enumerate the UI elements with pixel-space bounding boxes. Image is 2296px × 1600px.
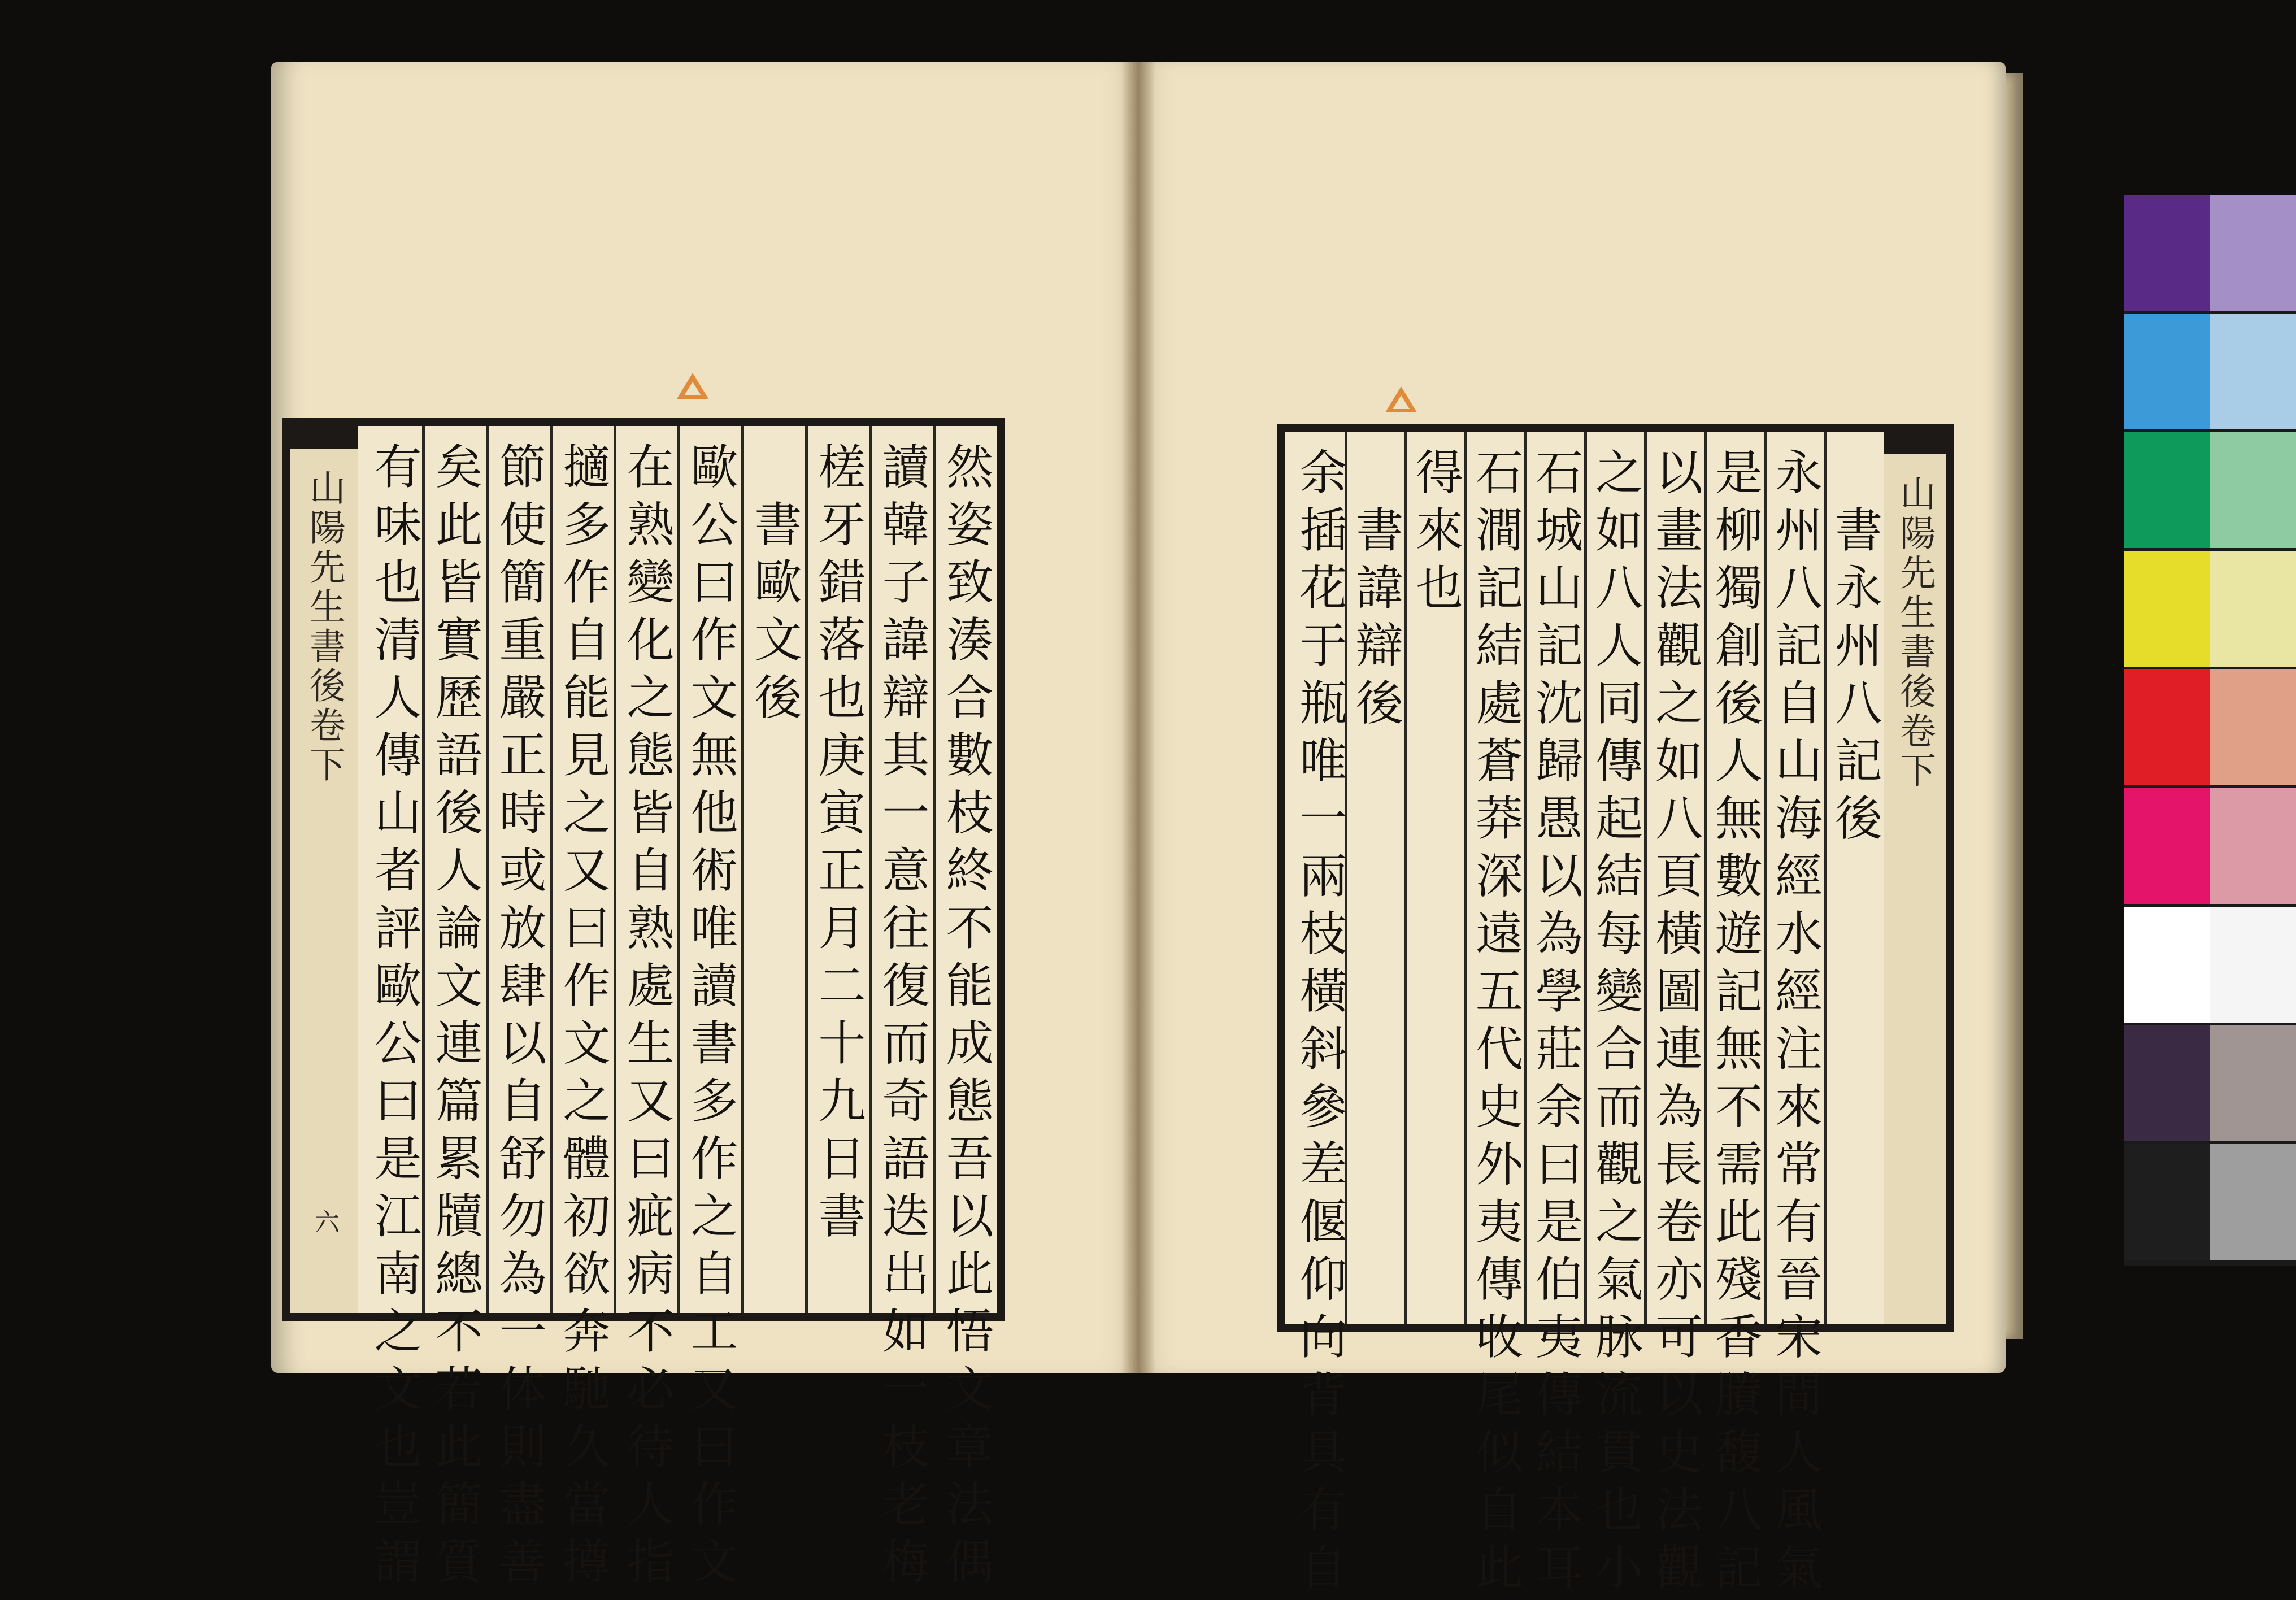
text-column: 節使簡重嚴正時或放肆以自舒勿為一体則盡善 [486,426,550,1313]
text-column: 石澗記結處蒼莽深遠五代史外夷傳收尾似自此 [1464,432,1524,1324]
color-patch [2210,432,2296,548]
text-column: 余插花于瓶唯一兩枝橫斜參差偃仰向背具有自 [1292,447,1347,1600]
text-column: 得來也 [1404,432,1464,1324]
color-patch [2210,551,2296,667]
color-patch [2124,788,2210,904]
left-text-block [282,418,1004,1594]
fish-tail-mark [290,426,358,449]
book-gutter [1121,62,1155,1373]
text-column: 是柳獨創後人無數遊記無不需此殘香賸馥八記 [1704,432,1764,1324]
color-patch [2210,195,2296,311]
color-patch [2210,669,2296,785]
text-column: 永州八記自山海經水經注來常有晉宋間人風氣 [1764,432,1824,1324]
right-triangle-mark [1385,386,1417,412]
text-column: 然姿致湊合數枝終不能成態吾以此悟文章法偶 [933,426,997,1313]
text-column: 擿多作自能見之又曰作文之體初欲奔馳久當撙 [550,426,614,1313]
right-columns [1285,432,1884,1600]
color-patch [2124,1144,2210,1260]
color-patch [2210,907,2296,1023]
section-heading-column: 書歐文後 [741,426,805,1313]
color-patch [2210,788,2296,904]
color-patch [2210,314,2296,429]
fish-tail-mark [1884,432,1946,454]
left-banxin-title: 山陽先生書後卷下 [303,469,345,785]
text-column: 石城山記沈歸愚以為學莊余曰是伯夷傳結本耳 [1524,432,1584,1324]
color-patch [2124,195,2210,311]
color-patch [2124,432,2210,548]
color-patch [2124,907,2210,1023]
color-patch [2124,669,2210,785]
text-column: 讀韓子諱辯其一意往復而奇語迭出如一枝老梅 [869,426,933,1313]
text-column: 以畫法觀之如八頁橫圖連為長卷亦可以史法觀 [1644,432,1704,1324]
text-column: 歐公曰作文無他術唯讀書多作之自工又曰作文 [677,426,741,1313]
text-column: 在熟變化之態皆自熟處生又曰疵病不必待人指 [614,426,677,1313]
section-heading-column: 書永州八記後 [1824,432,1884,1324]
left-columns [358,426,997,1594]
text-column: 槎牙錯落也庚寅正月二十九日書 [805,426,869,1313]
text-column: 之如八人同傳起結每變合而觀之氣脉流貫也小 [1584,432,1644,1324]
left-block-center-strip [290,426,358,1313]
right-banxin-title: 山陽先生書後卷下 [1894,475,1936,791]
text-column: 矣此皆實歷語後人論文連篇累牘總不若此簡質 [422,426,486,1313]
color-patch [2124,1025,2210,1141]
color-patch [2210,1025,2296,1141]
color-patch [2124,551,2210,667]
text-column: 有味也清人傳山者評歐公曰是江南之文也豈謂 [367,442,422,1594]
left-triangle-mark [677,373,708,399]
color-calibration-card [2124,195,2296,1266]
section-heading-column: 書諱辯後 [1345,432,1404,1324]
color-patch [2210,1144,2296,1260]
right-block-center-strip [1884,432,1946,1324]
color-patch [2124,314,2210,429]
left-page-number: 六 [310,1209,339,1234]
right-text-block [1277,424,1954,1600]
